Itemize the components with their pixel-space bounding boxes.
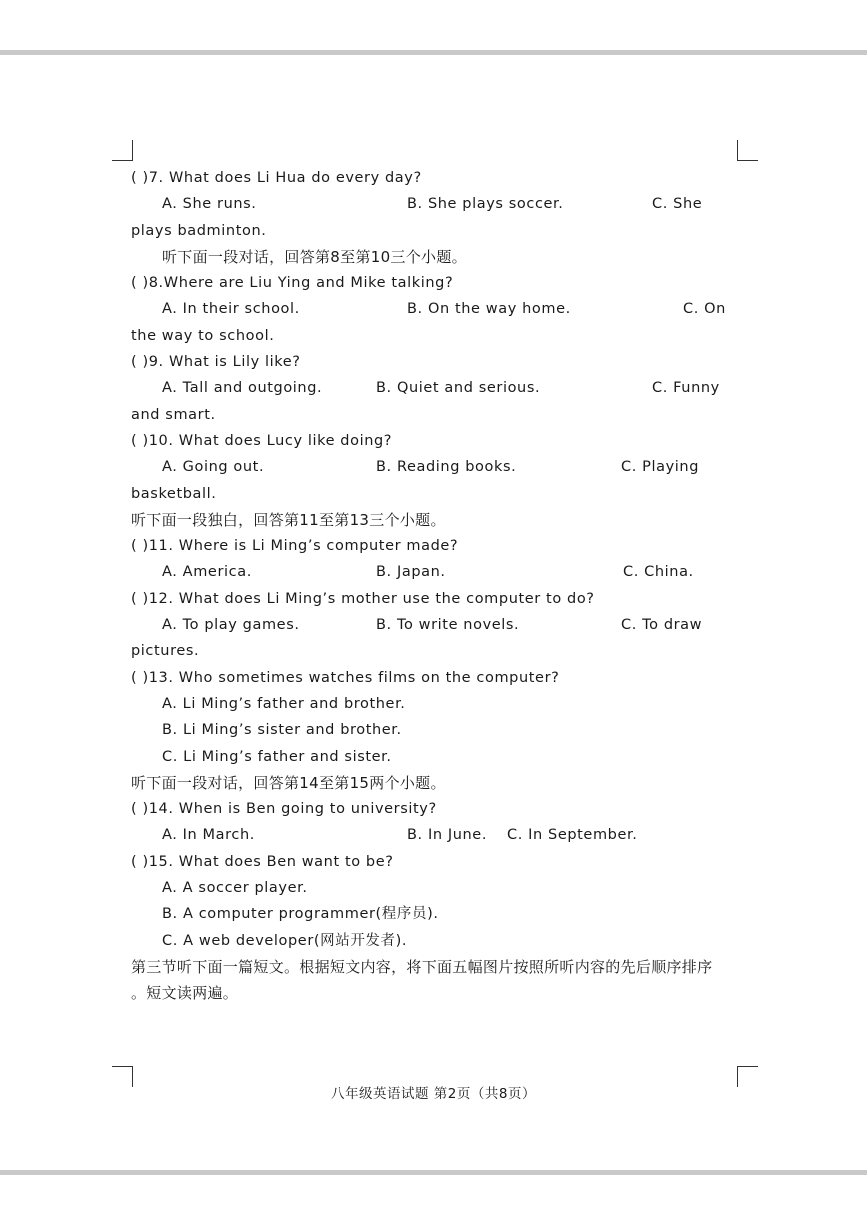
- q7-option-c: C. She: [652, 196, 703, 213]
- q11-option-c: C. China.: [623, 564, 694, 581]
- q9-options: [131, 375, 737, 401]
- q13-option-c: C. Li Ming’s father and sister.: [162, 748, 392, 765]
- q13-option-b: B. Li Ming’s sister and brother.: [162, 722, 402, 739]
- q7-option-a: A. She runs.: [162, 196, 257, 213]
- q7-stem: ( )7. What does Li Hua do every day?: [131, 170, 422, 186]
- section-instruction-4-cont: 。短文读两遍。: [131, 984, 239, 1003]
- q13-option-a: A. Li Ming’s father and brother.: [162, 695, 406, 712]
- q12-option-c-cont: pictures.: [131, 643, 200, 660]
- q14-option-c: C. In September.: [507, 827, 638, 844]
- q12-options: [131, 612, 737, 638]
- q9-stem: ( )9. What is Lily like?: [131, 354, 301, 371]
- q9-option-c-cont: and smart.: [131, 406, 216, 423]
- section-instruction-1: 听下面一段对话，回答第8至第10三个小题。: [162, 247, 467, 266]
- bottom-edge-bar: [0, 1170, 867, 1175]
- q11-option-a: A. America.: [162, 564, 252, 581]
- q14-option-a: A. In March.: [162, 827, 255, 844]
- q7-options: [131, 191, 737, 217]
- q9-option-a: A. Tall and outgoing.: [162, 380, 323, 397]
- q11-option-b: B. Japan.: [376, 564, 446, 581]
- q14-option-b: B. In June.: [407, 827, 488, 844]
- page-footer: 八年级英语试题 第2页（共8页）: [331, 1086, 536, 1102]
- q7-option-c-cont: plays badminton.: [131, 222, 267, 239]
- q11-stem: ( )11. Where is Li Ming’s computer made?: [131, 538, 459, 555]
- q15-stem: ( )15. What does Ben want to be?: [131, 853, 394, 870]
- q8-option-c: C. On: [683, 301, 726, 318]
- q7-option-b: B. She plays soccer.: [407, 196, 564, 213]
- q8-options: [131, 296, 737, 322]
- q10-option-c-cont: basketball.: [131, 485, 217, 502]
- q10-option-a: A. Going out.: [162, 459, 265, 476]
- q11-options: [131, 559, 737, 585]
- q15-option-a: A. A soccer player.: [162, 880, 308, 897]
- q13-stem: ( )13. Who sometimes watches films on the computer?: [131, 669, 560, 686]
- q10-option-b: B. Reading books.: [376, 459, 517, 476]
- q12-option-c: C. To draw: [621, 617, 703, 634]
- q8-option-c-cont: the way to school.: [131, 327, 275, 344]
- q9-option-c: C. Funny: [652, 380, 720, 397]
- q15-option-c: C. A web developer(网站开发者).: [162, 932, 408, 949]
- q8-stem: ( )8.Where are Liu Ying and Mike talking?: [131, 275, 454, 292]
- q9-option-b: B. Quiet and serious.: [376, 380, 541, 397]
- q14-options: [131, 822, 737, 848]
- q8-option-b: B. On the way home.: [407, 301, 571, 318]
- q8-option-a: A. In their school.: [162, 301, 300, 318]
- q12-option-b: B. To write novels.: [376, 617, 520, 634]
- q12-stem: ( )12. What does Li Ming’s mother use the computer to do?: [131, 590, 595, 607]
- section-instruction-4: 第三节听下面一篇短文。根据短文内容，将下面五幅图片按照所听内容的先后顺序排序: [131, 957, 713, 976]
- q14-stem: ( )14. When is Ben going to university?: [131, 801, 437, 818]
- crop-mark-top-left: [112, 140, 133, 161]
- q12-option-a: A. To play games.: [162, 617, 300, 634]
- section-instruction-2: 听下面一段独白，回答第11至第13三个小题。: [131, 510, 446, 529]
- q15-option-b: B. A computer programmer(程序员).: [162, 906, 439, 923]
- q10-option-c: C. Playing: [621, 459, 700, 476]
- top-edge-bar: [0, 50, 867, 55]
- q10-options: [131, 454, 737, 480]
- section-instruction-3: 听下面一段对话，回答第14至第15两个小题。: [131, 773, 446, 792]
- crop-mark-top-right: [737, 140, 758, 161]
- q10-stem: ( )10. What does Lucy like doing?: [131, 432, 393, 449]
- exam-content: [131, 165, 737, 1007]
